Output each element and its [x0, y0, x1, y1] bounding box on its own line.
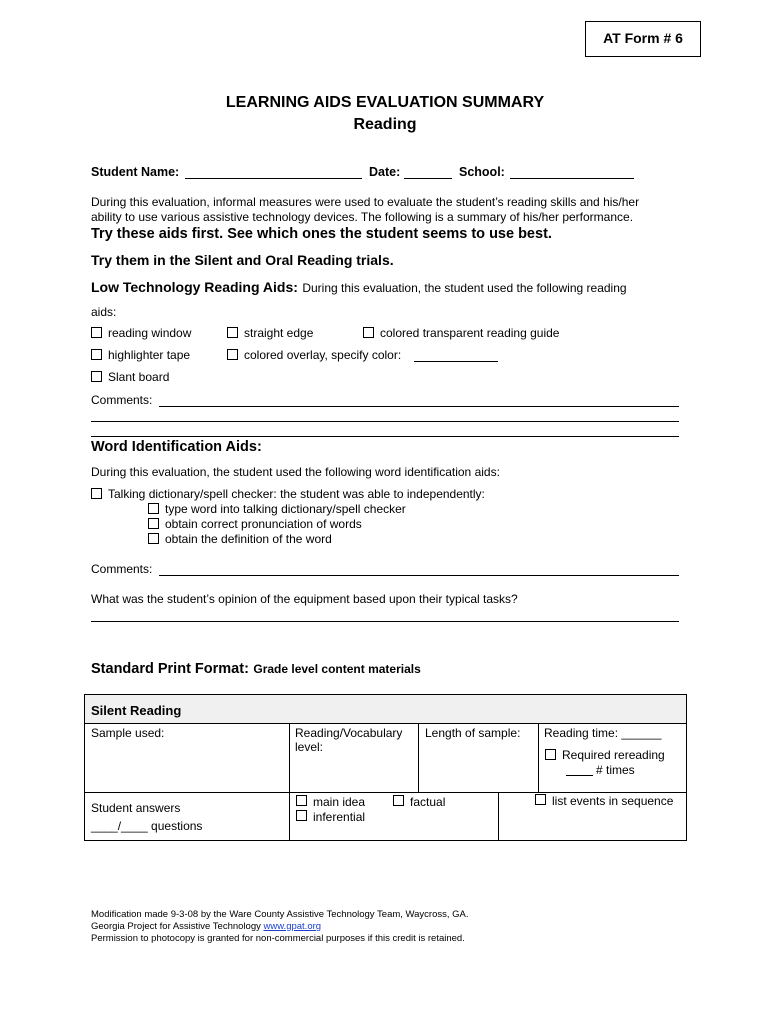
instruction-2: Try them in the Silent and Oral Reading trials. — [91, 252, 394, 268]
col-divider-4 — [289, 792, 290, 841]
instruction-1: Try these aids first. See which ones the student seems to use best. — [91, 226, 552, 242]
comments-field-1c[interactable] — [91, 436, 679, 437]
word-id-desc: During this evaluation, the student used the following word identification aids: — [91, 465, 500, 479]
option-colored-overlay: colored overlay, specify color: — [244, 348, 402, 362]
date-field[interactable] — [404, 178, 452, 179]
comments-field-1[interactable] — [159, 406, 679, 407]
checkbox-inferential[interactable] — [296, 810, 307, 821]
required-rereading-label: Required rereading — [562, 748, 665, 762]
main-idea-label: main idea — [313, 795, 366, 809]
checkbox-main-idea[interactable] — [296, 795, 307, 806]
checkbox-definition[interactable] — [148, 533, 159, 544]
opinion-field[interactable] — [91, 621, 679, 622]
col-divider-2 — [418, 724, 419, 792]
option-slant-board: Slant board — [108, 370, 170, 384]
factual-label: factual — [410, 795, 446, 809]
footer-org: Georgia Project for Assistive Technology — [91, 921, 261, 932]
standard-print-heading: Standard Print Format: — [91, 661, 249, 677]
checkbox-talking-dictionary[interactable] — [91, 488, 102, 499]
intro-line-2: ability to use various assistive technology devices. The following is a summary of his/her performance. — [91, 210, 634, 224]
comments-field-1b[interactable] — [91, 421, 679, 422]
checkbox-type-word[interactable] — [148, 503, 159, 514]
option-pronunciation: obtain correct pronunciation of words — [165, 517, 362, 531]
overlay-color-field[interactable] — [414, 361, 498, 362]
footer-line-2 — [91, 921, 321, 932]
col-divider-5 — [498, 792, 499, 841]
student-name-label: Student Name: — [91, 165, 180, 179]
option-talking-dictionary: Talking dictionary/spell checker: the student was able to independently: — [108, 487, 485, 501]
intro-line-1: During this evaluation, informal measures were used to evaluate the student’s reading skills and his/her — [91, 195, 640, 209]
option-reading-window: reading window — [108, 326, 192, 340]
checkbox-pronunciation[interactable] — [148, 518, 159, 529]
times-field[interactable] — [566, 775, 593, 776]
checkbox-reading-window[interactable] — [91, 327, 102, 338]
low-tech-heading: Low Technology Reading Aids: — [91, 279, 298, 295]
row1-divider-bottom — [84, 792, 687, 793]
col-divider-3 — [538, 724, 539, 792]
standard-print-sub: Grade level content materials — [253, 662, 421, 676]
low-tech-desc: During this evaluation, the student used the following reading — [302, 281, 627, 295]
low-tech-desc-2: aids: — [91, 305, 117, 319]
list-events-label: list events in sequence — [552, 794, 674, 808]
reading-time-label: Reading time: ______ — [544, 726, 662, 740]
checkbox-colored-overlay[interactable] — [227, 349, 238, 360]
reading-vocab-label-1: Reading/Vocabulary — [295, 726, 403, 740]
footer-link[interactable]: www.gpat.org — [263, 921, 322, 932]
page-subtitle: Reading — [353, 116, 417, 133]
checkbox-colored-guide[interactable] — [363, 327, 374, 338]
standard-print-row — [91, 660, 421, 678]
reading-vocab-label-2: level: — [295, 740, 324, 754]
page-title: LEARNING AIDS EVALUATION SUMMARY — [225, 94, 545, 111]
low-tech-row — [91, 279, 627, 297]
questions-label: ____/____ questions — [91, 819, 203, 833]
checkbox-highlighter-tape[interactable] — [91, 349, 102, 360]
option-definition: obtain the definition of the word — [165, 532, 332, 546]
word-id-heading: Word Identification Aids: — [91, 439, 262, 455]
sample-used-label: Sample used: — [91, 726, 165, 740]
student-name-field[interactable] — [185, 178, 362, 179]
opinion-question: What was the student’s opinion of the equipment based upon their typical tasks? — [91, 592, 518, 606]
length-sample-label: Length of sample: — [425, 726, 521, 740]
comments-label-1: Comments: — [91, 393, 153, 407]
school-field[interactable] — [510, 178, 634, 179]
option-type-word: type word into talking dictionary/spell checker — [165, 502, 406, 516]
date-label: Date: — [369, 165, 401, 179]
times-label: # times — [596, 763, 635, 777]
form-id: AT Form # 6 — [603, 30, 683, 46]
checkbox-straight-edge[interactable] — [227, 327, 238, 338]
col-divider-1 — [289, 724, 290, 792]
option-highlighter-tape: highlighter tape — [108, 348, 191, 362]
footer-line-3: Permission to photocopy is granted for non-commercial purposes if this credit is retained. — [91, 933, 465, 944]
footer-line-1: Modification made 9-3-08 by the Ware County Assistive Technology Team, Waycross, GA. — [91, 909, 469, 920]
option-straight-edge: straight edge — [244, 326, 314, 340]
checkbox-factual[interactable] — [393, 795, 404, 806]
comments-field-2[interactable] — [159, 575, 679, 576]
comments-label-2: Comments: — [91, 562, 153, 576]
checkbox-slant-board[interactable] — [91, 371, 102, 382]
table-header-label: Silent Reading — [91, 703, 182, 718]
student-answers-label: Student answers — [91, 801, 181, 815]
option-colored-guide: colored transparent reading guide — [380, 326, 560, 340]
school-label: School: — [459, 165, 505, 179]
inferential-label: inferential — [313, 810, 366, 824]
checkbox-required-rereading[interactable] — [545, 749, 556, 760]
checkbox-list-events[interactable] — [535, 794, 546, 805]
